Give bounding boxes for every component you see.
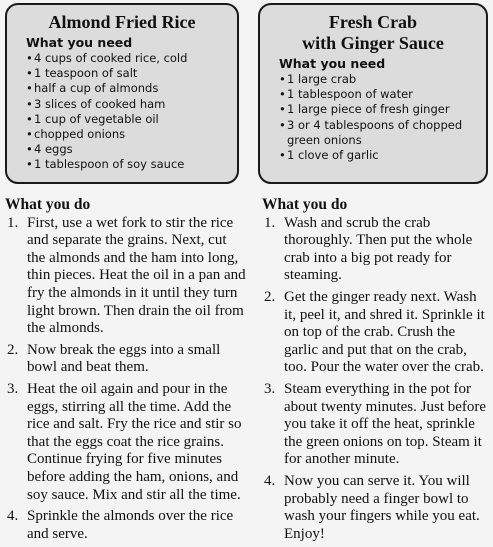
what-you-need-heading: What you need bbox=[279, 56, 386, 71]
step-number: 1. bbox=[264, 214, 276, 231]
ingredient-item: • 1 cup of vegetable oil bbox=[26, 112, 233, 127]
ingredient-item: • 4 cups of cooked rice, cold bbox=[26, 51, 233, 66]
step-list bbox=[262, 215, 488, 544]
fresh-crab-steps bbox=[262, 196, 488, 547]
step-number: 4. bbox=[264, 472, 276, 489]
step-list bbox=[5, 215, 247, 544]
what-you-do-heading: What you do bbox=[5, 196, 91, 213]
what-you-do-heading: What you do bbox=[262, 196, 348, 213]
step-item bbox=[5, 508, 247, 543]
almond-fried-rice-steps bbox=[5, 196, 247, 547]
ingredient-item: • 1 clove of garlic bbox=[279, 148, 482, 163]
ingredient-item: • 4 eggs bbox=[26, 142, 233, 157]
step-text: Heat the oil again and pour in the eggs, stirring all the time. Add the rice and salt. Fry the rice and stir so that the eggs coat the rice grains. Continue frying for five minutes before adding the ham, onions, and soy sauce. Mix and stir all the time. bbox=[27, 380, 242, 503]
step-item bbox=[5, 215, 247, 338]
recipe-title-line2: with Ginger Sauce bbox=[302, 33, 444, 53]
step-text: Now you can serve it. You will probably need a finger bowl to wash your fingers while you eat. Enjoy! bbox=[284, 472, 480, 542]
ingredient-item: • 1 large piece of fresh ginger bbox=[279, 102, 482, 117]
step-text: Sprinkle the almonds over the rice and serve. bbox=[27, 508, 234, 542]
step-text: Get the ginger ready next. Wash it, peel it, and shred it. Sprinkle it on top of the crab. Crush the garlic and put that on the crab, too. Pour the water over the crab. bbox=[284, 288, 485, 376]
step-number: 2. bbox=[264, 288, 276, 305]
ingredient-item: • 3 slices of cooked ham bbox=[26, 97, 233, 112]
ingredient-list bbox=[7, 51, 237, 173]
step-number: 1. bbox=[7, 214, 19, 231]
step-text: Wash and scrub the crab thoroughly. Then put the whole crab into a big pot ready for steaming. bbox=[284, 214, 473, 284]
ingredient-item: • 1 teaspoon of salt bbox=[26, 66, 233, 81]
step-number: 4. bbox=[7, 508, 19, 525]
almond-fried-rice-card bbox=[5, 3, 239, 184]
ingredient-list bbox=[260, 72, 486, 163]
fresh-crab-card bbox=[258, 3, 488, 184]
step-number: 3. bbox=[264, 380, 276, 397]
ingredient-item: • chopped onions bbox=[26, 127, 233, 142]
recipe-title-line1: Fresh Crab bbox=[328, 12, 418, 32]
recipe-title bbox=[264, 12, 482, 54]
step-text: Now break the eggs into a small bowl and beat them. bbox=[27, 341, 221, 376]
ingredient-item: • 1 tablespoon of water bbox=[279, 87, 482, 102]
step-item bbox=[262, 289, 488, 377]
ingredient-item: • 3 or 4 tablespoons of chopped green onions bbox=[279, 118, 482, 148]
ingredient-item: • 1 tablespoon of soy sauce bbox=[26, 157, 233, 172]
step-item bbox=[262, 215, 488, 285]
step-text: First, use a wet fork to stir the rice and separate the grains. Next, cut the almonds and the ham into long, thin pieces. Heat the oil in a pan and fry the almonds in it until they turn light brown. Then drain the oil from the almonds. bbox=[27, 214, 246, 337]
step-text: Steam everything in the pot for about twenty minutes. Just before you take it off the heat, sprinkle the green onions on top. Steam it for another minute. bbox=[284, 380, 487, 468]
step-number: 3. bbox=[7, 380, 19, 397]
step-item bbox=[262, 381, 488, 469]
what-you-need-heading: What you need bbox=[26, 35, 133, 50]
recipe-title: Almond Fried Rice bbox=[48, 12, 196, 32]
step-number: 2. bbox=[7, 341, 19, 358]
step-item bbox=[5, 381, 247, 504]
ingredient-item: • 1 large crab bbox=[279, 72, 482, 87]
ingredient-item: • half a cup of almonds bbox=[26, 81, 233, 96]
step-item bbox=[5, 342, 247, 377]
